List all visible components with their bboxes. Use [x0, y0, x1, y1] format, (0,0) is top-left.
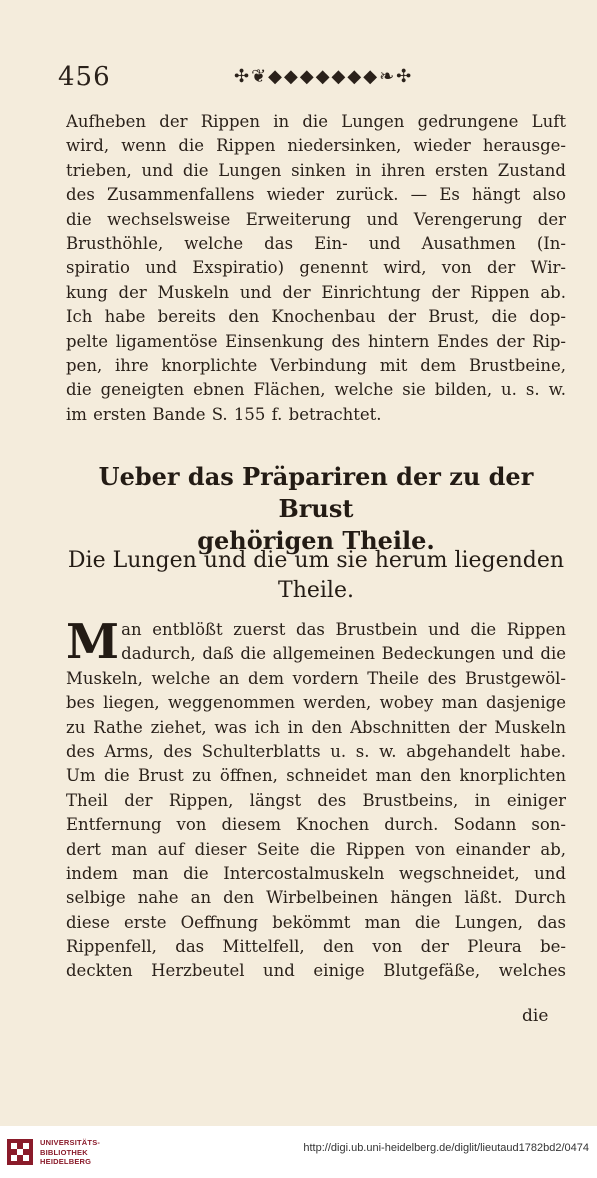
text-line: Um die Brust zu öffnen, schneidet man den knorplichten — [66, 766, 566, 786]
text-line: pelte ligamentöse Einsenkung des hintern Endes der Rip- — [66, 331, 566, 351]
text-line: wird, wenn die Rippen niedersinken, wieder herausge- — [66, 136, 566, 156]
subsection-heading — [66, 546, 566, 606]
text-line: pen, ihre knorplichte Verbindung mit dem Brustbeine, — [66, 355, 566, 375]
text-line: dadurch, daß die allgemeinen Bedeckungen und die — [121, 644, 566, 664]
library-name-line: HEIDELBERG — [40, 1157, 92, 1166]
text-line: an entblößt zuerst das Brustbein und die Rippen — [121, 620, 566, 639]
text-line: Brusthöhle, welche das Ein- und Ausathmen (In- — [66, 233, 566, 253]
section-heading-line-2: gehörigen Theile. — [197, 526, 435, 555]
source-url-link[interactable]: http://digi.ub.uni-heidelberg.de/diglit/lieutaud1782bd2/0474 — [303, 1142, 589, 1154]
text-line: Muskeln, welche an dem vordern Theile des Brustgewöl- — [66, 668, 566, 688]
text-line: Rippenfell, das Mittelfell, den von der Pleura be- — [66, 937, 566, 957]
text-line: die geneigten ebnen Flächen, welche sie bilden, u. s. w. — [66, 380, 566, 400]
text-line: Ich habe bereits den Knochenbau der Brust, die dop- — [66, 307, 566, 327]
catchword: die — [522, 1006, 549, 1026]
subsection-heading-line-1: Die Lungen und die um sie herum liegenden — [67, 548, 565, 573]
text-line: spiratio und Exspiratio) genennt wird, von der Wir- — [66, 258, 566, 278]
text-line: trieben, und die Lungen sinken in ihren ersten Zustand — [66, 160, 566, 180]
page-header — [58, 62, 578, 94]
paragraph-2-body — [66, 667, 566, 984]
text-line: im ersten Bande S. 155 f. betrachtet. — [66, 404, 382, 424]
text-line: bes liegen, weggenommen werden, wobey man dasjenige — [66, 693, 566, 713]
library-name-line: BIBLIOTHEK — [40, 1147, 88, 1157]
text-line: deckten Herzbeutel und einige Blutgefäße, welches — [66, 961, 566, 981]
text-line: die wechselsweise Erweiterung und Verengerung der — [66, 209, 566, 229]
subsection-heading-line-2: Theile. — [278, 578, 354, 603]
library-logo[interactable] — [6, 1136, 116, 1170]
section-heading — [66, 461, 566, 557]
section-heading-line-1: Ueber das Präpariren der zu der Brust — [98, 462, 534, 523]
paragraph-2-opening — [66, 618, 566, 667]
text-line: Theil der Rippen, längst des Brustbeins, in einiger — [66, 790, 566, 810]
header-ornament: ✣❦◆◆◆◆◆◆◆❧✣ — [234, 66, 414, 87]
text-line: zu Rathe ziehet, was ich in den Abschnitten der Muskeln — [66, 717, 566, 737]
paragraph-1 — [66, 110, 566, 427]
text-line: kung der Muskeln und der Einrichtung der Rippen ab. — [66, 282, 566, 302]
text-line: selbige nahe an den Wirbelbeinen hängen läßt. Durch — [66, 888, 566, 908]
text-line: Aufheben der Rippen in die Lungen gedrungene Luft — [66, 112, 566, 131]
library-name-line: UNIVERSITÄTS- — [40, 1138, 101, 1147]
page-number: 456 — [58, 62, 111, 92]
text-line: indem man die Intercostalmuskeln wegschneidet, und — [66, 863, 566, 883]
text-line: dert man auf dieser Seite die Rippen von einander ab, — [66, 839, 566, 859]
text-line: Entfernung von diesem Knochen durch. Sodann son- — [66, 815, 566, 835]
library-seal-icon — [6, 1138, 34, 1166]
paragraph-2 — [66, 618, 566, 984]
text-line: diese erste Oeffnung bekömmt man die Lungen, das — [66, 912, 566, 932]
footer-bar — [0, 1126, 597, 1178]
text-line: des Arms, des Schulterblatts u. s. w. abgehandelt habe. — [66, 741, 566, 761]
drop-cap: M — [66, 618, 120, 667]
text-line: des Zusammenfallens wieder zurück. — Es hängt also — [66, 185, 566, 205]
library-name — [40, 1138, 100, 1167]
